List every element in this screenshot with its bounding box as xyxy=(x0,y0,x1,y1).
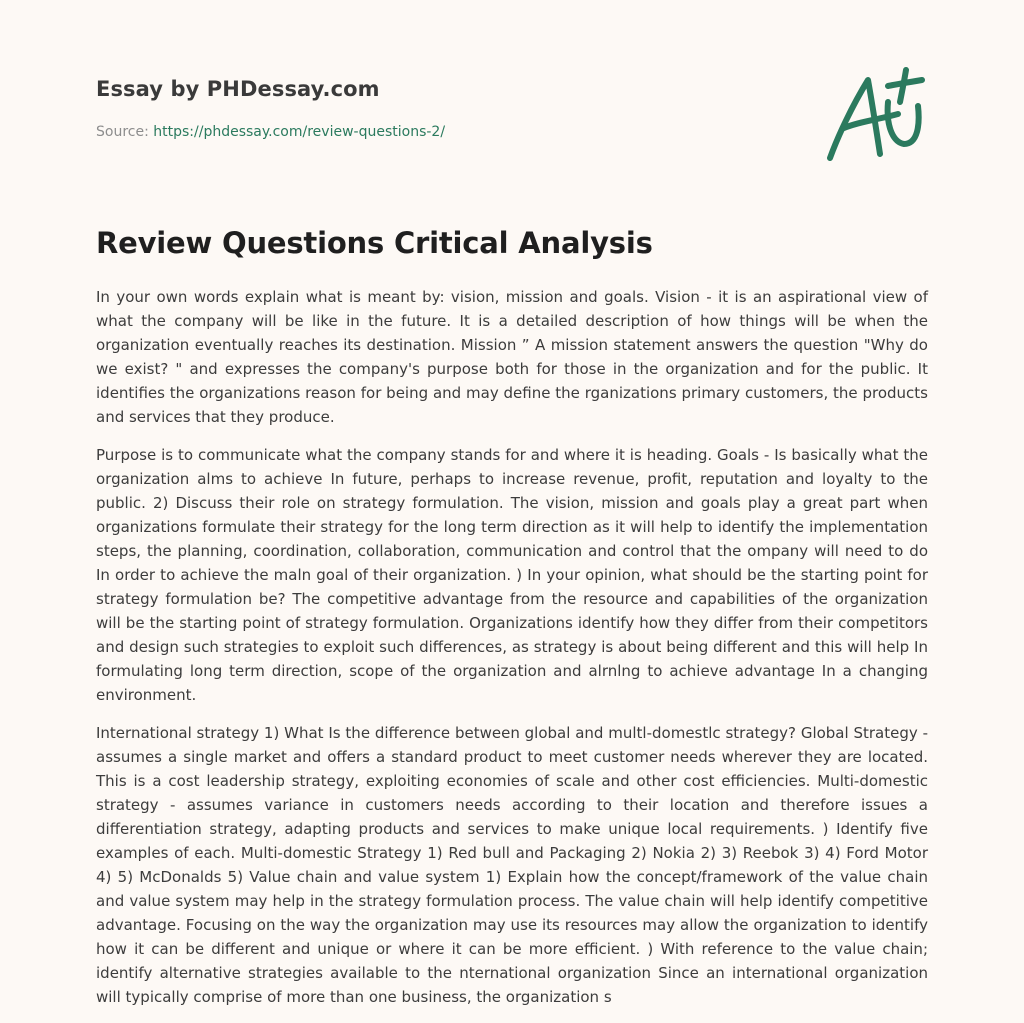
essay-body xyxy=(96,285,928,1023)
essay-paragraph: International strategy 1) What Is the difference between global and multl-domestlc strategy? Global Strategy - assumes a single market and offers a standard product to meet customer needs wherever they are located. This is a cost leadership strategy, exploiting economies of scale and other cost efficiencies. Multi-domestic strategy - assumes variance in customers needs according to their location and therefore issues a differentiation strategy, adapting products and services to make unique local requirements. ) Identify five examples of each. Multi-domestic Strategy 1) Red bull and Packaging 2) Nokia 2) 3) Reebok 3) 4) Ford Motor 4) 5) McDonalds 5) Value chain and value system 1) Explain how the concept/framework of the value chain and value system may help in the strategy formulation process. The value chain will help identify competitive advantage. Focusing on the way the organization may use its resources may allow the organization to identify how it can be different and unique or where it can be more efficient. ) With reference to the value chain; identify alternative strategies available to the nternational organization Since an international organization will typically comprise of more than one business, the organization s xyxy=(96,724,928,1006)
source-line xyxy=(96,124,445,140)
essay-page xyxy=(96,0,928,1006)
a-plus-logo-icon xyxy=(824,66,928,166)
essay-title: Review Questions Critical Analysis xyxy=(96,226,653,260)
site-title: Essay by PHDessay.com xyxy=(96,77,380,101)
source-label: Source: xyxy=(96,124,149,140)
essay-paragraph: Purpose is to communicate what the company stands for and where it is heading. Goals - Is basically what the organization alms to achieve In future, perhaps to increase revenue, profit, reputation and loyalty to the public. 2) Discuss their role on strategy formulation. The vision, mission and goals play a great part when organizations formulate their strategy for the long term direction as it will help to identify the implementation steps, the planning, coordination, collaboration, communication and control that the ompany will need to do In order to achieve the maln goal of their organization. ) In your opinion, what should be the starting point for strategy formulation be? The competitive advantage from the resource and capabilities of the organization will be the starting point of strategy formulation. Organizations identify how they differ from their competitors and design such strategies to exploit such differences, as strategy is about being different and this will help In formulating long term direction, scope of the organization and alrnlng to achieve advantage In a changing environment. xyxy=(96,446,928,704)
essay-paragraph: In your own words explain what is meant by: vision, mission and goals. Vision - it is an aspirational view of what the company will be like in the future. It is a detailed description of how things will be when the organization eventually reaches its destination. Mission ” A mission statement answers the question "Why do we exist? " and expresses the company's purpose both for those in the organization and for the public. It identifies the organizations reason for being and may define the rganizations primary customers, the products and services that they produce. xyxy=(96,288,928,426)
page-header xyxy=(96,0,928,200)
source-link[interactable]: https://phdessay.com/review-questions-2/ xyxy=(153,124,446,140)
